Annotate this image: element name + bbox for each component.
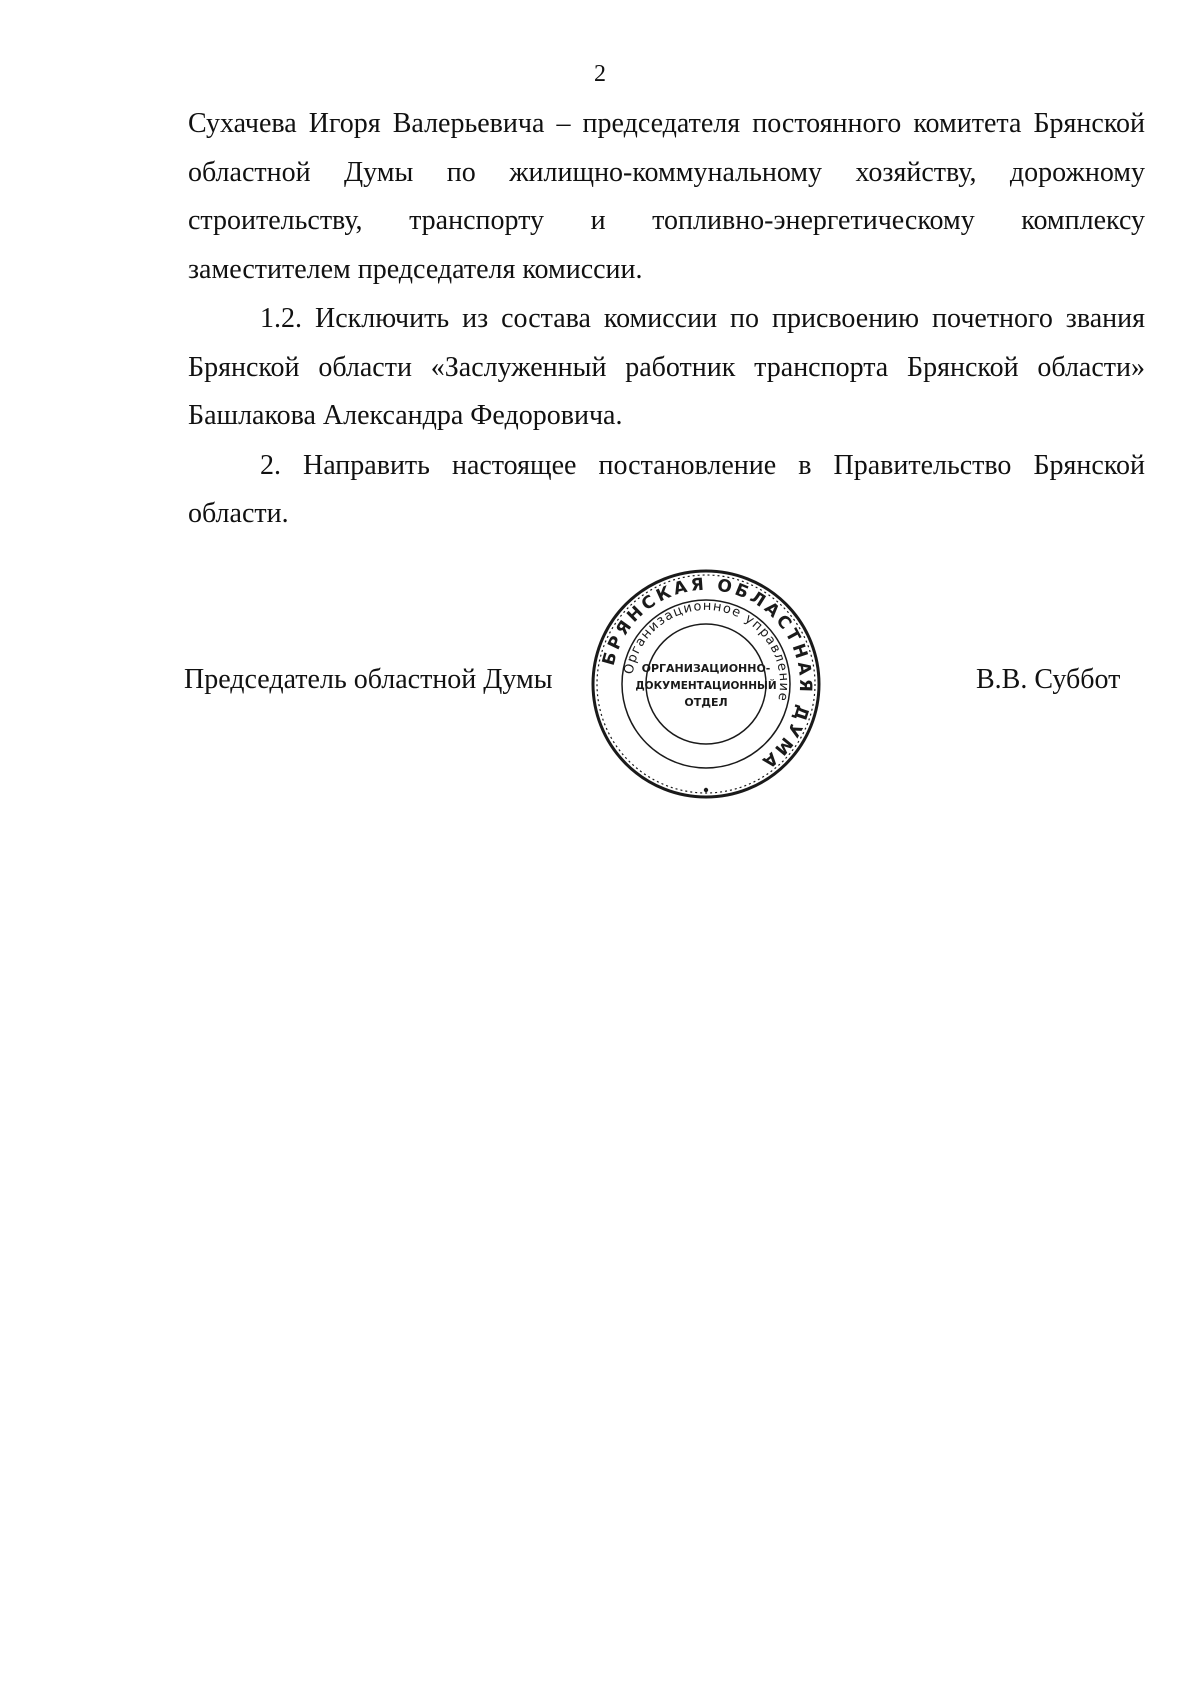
signatory-name: В.В. Суббот [976, 664, 1121, 695]
signatory-position: Председатель областной Думы [184, 664, 553, 695]
seal-center-line-2: ДОКУМЕНТАЦИОННЫЙ [635, 680, 777, 692]
seal-bottom-dot [704, 788, 708, 792]
seal-center-line-1: ОРГАНИЗАЦИОННО- [641, 662, 771, 675]
seal-center-line-3: ОТДЕЛ [684, 696, 728, 709]
seal-outer-text: БРЯНСКАЯ ОБЛАСТНАЯ ДУМА [598, 574, 816, 774]
paragraph-item-2: 2. Направить настоящее постановление в Правительство Брянской области. [188, 449, 1145, 529]
official-seal [590, 568, 822, 800]
document-body [188, 100, 1145, 539]
paragraph-continuation: Сухачева Игоря Валерьевича – председателя постоянного комитета Брянской областной Думы по жилищно-коммунальному хозяйству, дорожному строительству, транспорту и топливно-энергетическому комплексу заместителем председателя комиссии. [188, 108, 1145, 285]
seal-graphic [590, 568, 822, 800]
seal-inner-ring-text: Организационное управление [621, 598, 792, 704]
page-number: 2 [594, 61, 606, 87]
paragraph-item-1-2: 1.2. Исключить из состава комиссии по присвоению почетного звания Брянской области «Заслуженный работник транспорта Брянской области» Башлакова Александра Федоровича. [188, 303, 1145, 431]
